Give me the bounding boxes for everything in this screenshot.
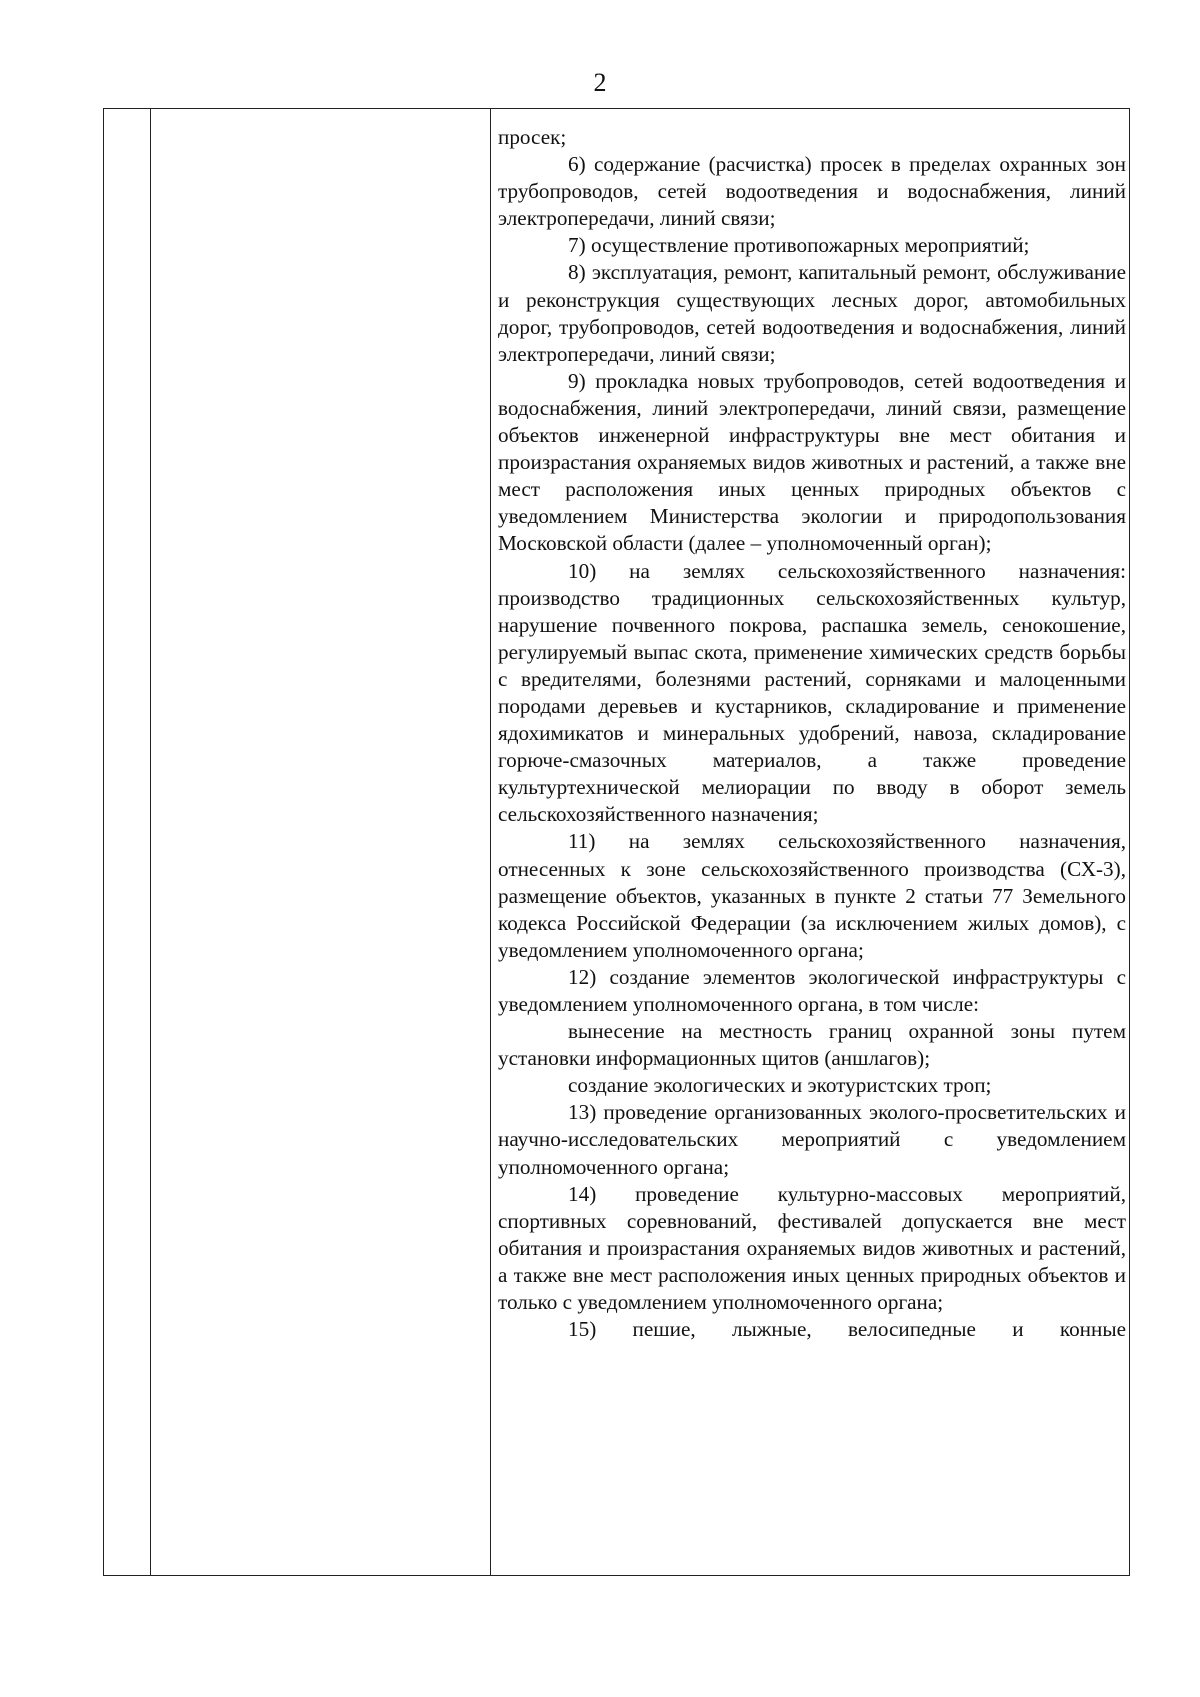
paragraph: 11) на землях сельскохозяйственного назначения, отнесенных к зоне сельскохозяйственного производства (СХ-3), размещение объектов, указанных в пункте 2 статьи 77 Земельного кодекса Российской Федерации (за исключением жилых домов), с уведомлением уполномоченного органа;	[498, 829, 1126, 962]
paragraph: просек;	[498, 125, 567, 149]
page-number: 2	[593, 68, 607, 97]
paragraph: 8) эксплуатация, ремонт, капитальный ремонт, обслуживание и реконструкция существующих лесных дорог, автомобильных дорог, трубопроводов, сетей водоотведения и водоснабжения, линий электропередачи, линий связи;	[498, 260, 1126, 366]
paragraph: вынесение на местность границ охранной зоны путем установки информационных щитов (аншлагов);	[498, 1019, 1126, 1071]
table-cell-text	[498, 124, 1126, 1343]
paragraph: создание экологических и экотуристских троп;	[568, 1073, 992, 1098]
table-column-divider	[150, 109, 151, 1575]
paragraph: 15) пешие, лыжные, велосипедные и конные	[568, 1317, 1126, 1342]
paragraph: 10) на землях сельскохозяйственного назначения: производство традиционных сельскохозяйственных культур, нарушение почвенного покрова, распашка земель, сенокошение, регулируемый выпас скота, применение химических средств борьбы с вредителями, болезнями растений, сорняками и малоценными породами деревьев и кустарников, складирование и применение ядохимикатов и минеральных удобрений, навоза, складирование горюче-смазочных материалов, а также проведение культуртехнической мелиорации по вводу в оборот земель сельскохозяйственного назначения;	[498, 558, 1126, 827]
paragraph: 9) прокладка новых трубопроводов, сетей водоотведения и водоснабжения, линий электропередачи, линий связи, размещение объектов инженерной инфраструктуры вне мест обитания и произрастания охраняемых видов животных и растений, а также вне мест расположения иных ценных природных объектов с уведомлением Министерства экологии и природопользования Московской области (далее – уполномоченный орган);	[498, 368, 1126, 556]
paragraph: 14) проведение культурно-массовых мероприятий, спортивных соревнований, фестивалей допускается вне мест обитания и произрастания охраняемых видов животных и растений, а также вне мест расположения иных ценных природных объектов и только с уведомлением уполномоченного органа;	[498, 1181, 1126, 1315]
table-column-divider	[490, 109, 491, 1575]
paragraph: 12) создание элементов экологической инфраструктуры с уведомлением уполномоченного органа, в том числе:	[498, 964, 1126, 1016]
paragraph: 7) осуществление противопожарных мероприятий;	[568, 233, 1030, 258]
paragraph: 6) содержание (расчистка) просек в пределах охранных зон трубопроводов, сетей водоотведения и водоснабжения, линий электропередачи, линий связи;	[498, 152, 1126, 231]
paragraph: 13) проведение организованных эколого-просветительских и научно-исследовательских мероприятий с уведомлением уполномоченного органа;	[498, 1100, 1126, 1179]
